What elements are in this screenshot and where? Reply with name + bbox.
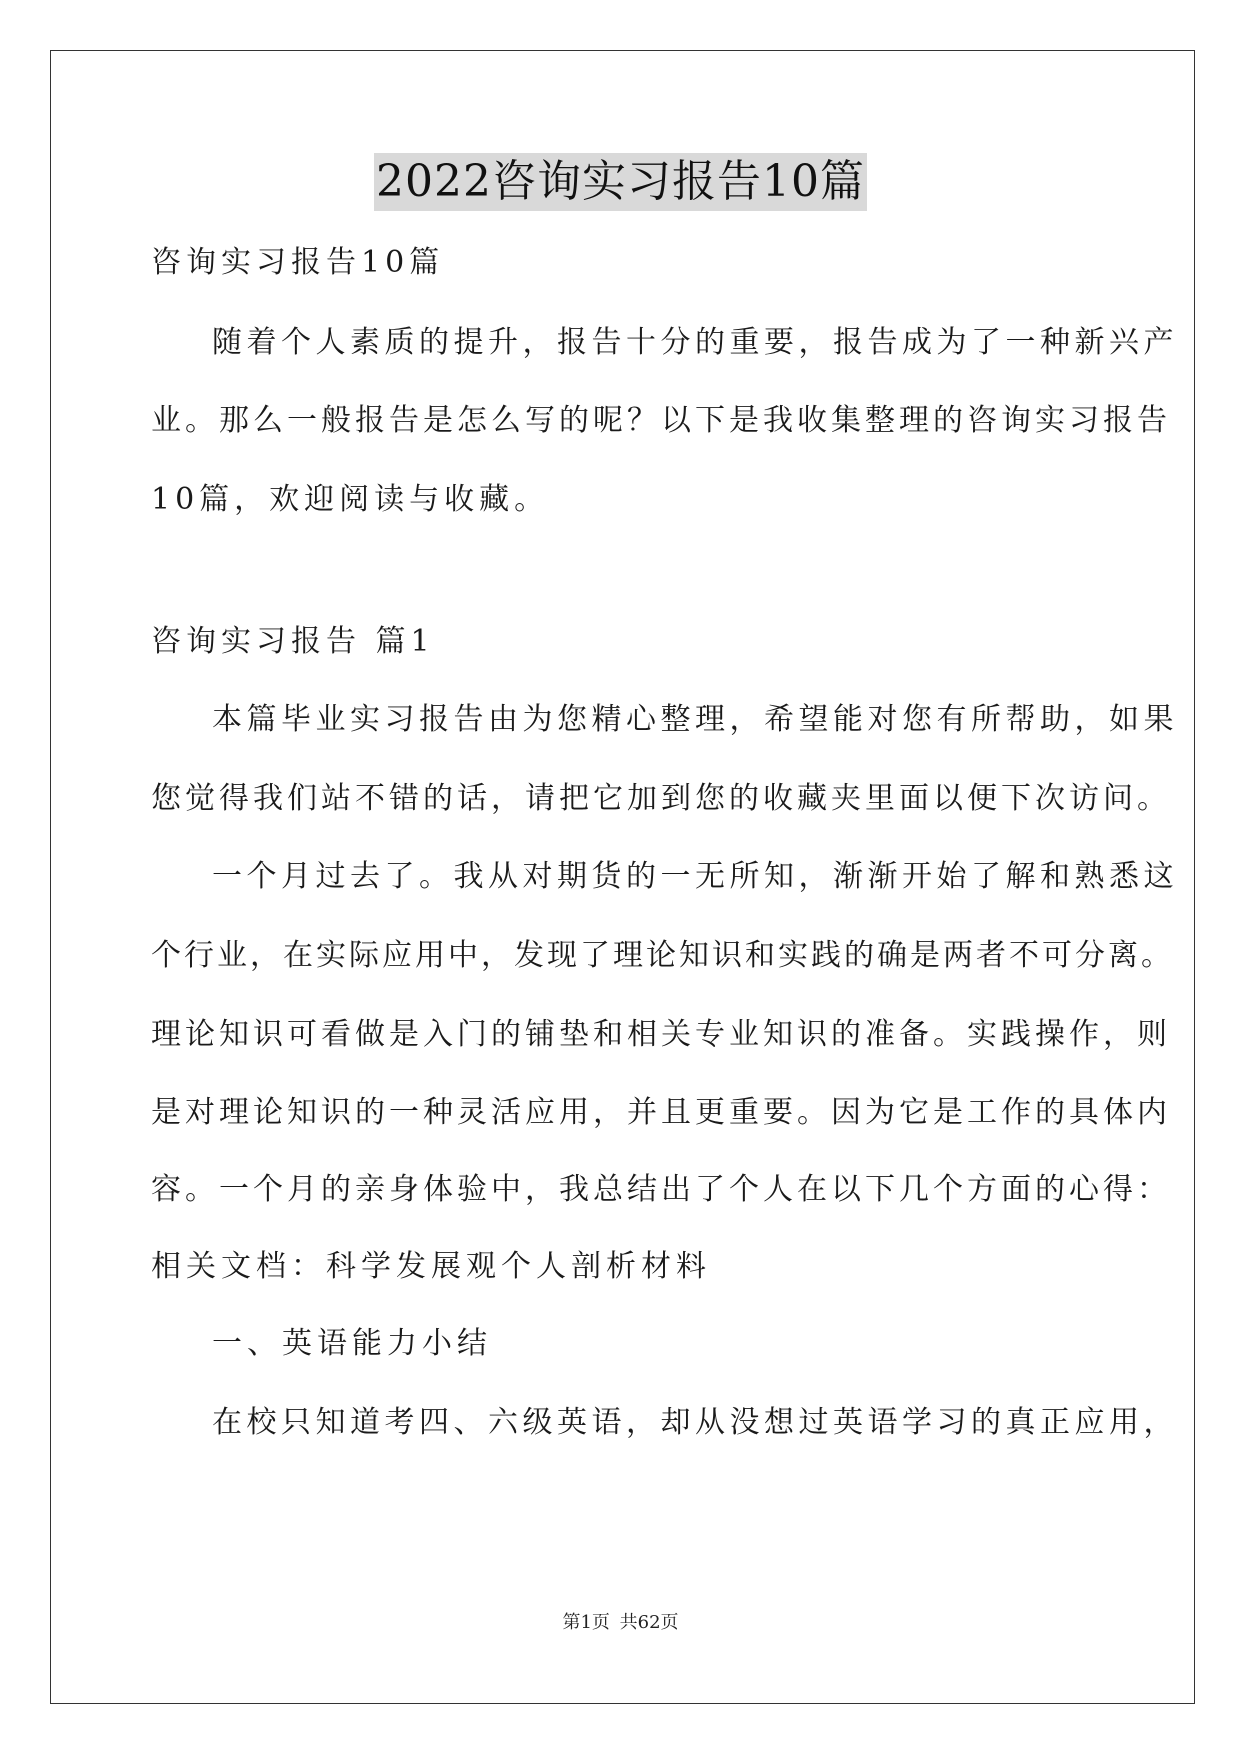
document-title: 2022咨询实习报告10篇 xyxy=(374,153,867,211)
paragraph2-line-2: 个行业，在实际应用中，发现了理论知识和实践的确是两者不可分离。 xyxy=(151,938,1174,973)
related-document-line: 相关文档：科学发展观个人剖析材料 xyxy=(151,1249,711,1284)
paragraph2-line-3: 理论知识可看做是入门的铺垫和相关专业知识的准备。实践操作，则 xyxy=(151,1017,1171,1052)
page-footer xyxy=(0,1611,1241,1635)
paragraph1-line-1: 本篇毕业实习报告由为您精心整理，希望能对您有所帮助，如果 xyxy=(212,702,1178,737)
document-subtitle: 咨询实习报告10篇 xyxy=(151,245,445,280)
title-container xyxy=(0,153,1241,211)
intro-line-2: 业。那么一般报告是怎么写的呢？以下是我收集整理的咨询实习报告 xyxy=(151,403,1171,438)
paragraph2-line-1: 一个月过去了。我从对期货的一无所知，渐渐开始了解和熟悉这 xyxy=(212,859,1178,894)
intro-line-3: 10篇，欢迎阅读与收藏。 xyxy=(151,482,550,517)
total-pages: 共62页 xyxy=(619,1612,679,1633)
paragraph2-line-5: 容。一个月的亲身体验中，我总结出了个人在以下几个方面的心得： xyxy=(151,1172,1171,1207)
subheading-english: 一、英语能力小结 xyxy=(212,1326,492,1361)
intro-line-1: 随着个人素质的提升，报告十分的重要，报告成为了一种新兴产 xyxy=(212,325,1178,360)
paragraph1-line-2: 您觉得我们站不错的话，请把它加到您的收藏夹里面以便下次访问。 xyxy=(151,781,1171,816)
section-heading: 咨询实习报告 篇1 xyxy=(151,624,435,659)
paragraph3-line-1: 在校只知道考四、六级英语，却从没想过英语学习的真正应用， xyxy=(212,1405,1178,1440)
page-number: 第1页 xyxy=(562,1612,610,1633)
paragraph2-line-4: 是对理论知识的一种灵活应用，并且更重要。因为它是工作的具体内 xyxy=(151,1095,1171,1130)
